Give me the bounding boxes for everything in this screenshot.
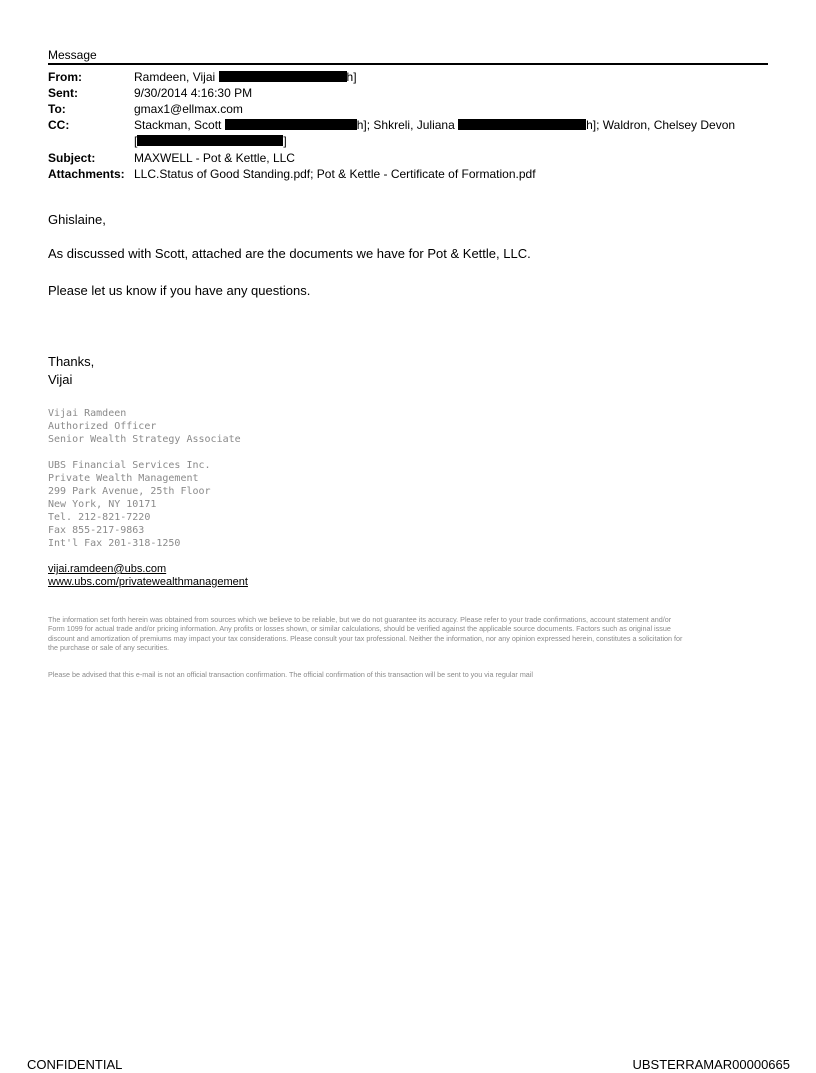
cc-second: h]; Shkreli, Juliana [356,118,455,132]
redaction-box [458,119,586,130]
from-label: From: [48,70,82,84]
attachments-label: Attachments: [48,167,125,181]
sent-label: Sent: [48,86,78,100]
cc-first: Stackman, Scott [134,118,222,132]
signature-line: Fax 855-217-9863 [48,525,145,536]
subject-label: Subject: [48,151,96,165]
cc-label: CC: [48,118,70,132]
cc-open-bracket: [ [134,134,138,148]
signature-line: Senior Wealth Strategy Associate [48,434,241,445]
from-name: Ramdeen, Vijai [134,70,216,84]
sender-name: Vijai [48,372,73,387]
sent-value: 9/30/2014 4:16:30 PM [134,86,253,100]
email-link[interactable]: vijai.ramdeen@ubs.com [48,563,167,575]
to-value: gmax1@ellmax.com [134,102,243,116]
from-email-end: h] [346,70,357,84]
confidential-label: CONFIDENTIAL [27,1057,123,1072]
signature-block-1 [48,407,241,446]
signature-line: Vijai Ramdeen [48,408,127,419]
signature-line: Tel. 212-821-7220 [48,512,151,523]
cc-close-bracket: ] [283,134,287,148]
greeting: Ghislaine, [48,212,106,227]
body-paragraph-1: As discussed with Scott, attached are the documents we have for Pot & Kettle, LLC. [48,246,531,261]
redaction-box [137,135,283,146]
website-link[interactable]: www.ubs.com/privatewealthmanagement [48,576,248,588]
signature-line: Authorized Officer [48,421,157,432]
attachments-value: LLC.Status of Good Standing.pdf; Pot & Kettle - Certificate of Formation.pdf [134,167,536,181]
signature-block-2 [48,459,211,550]
disclaimer-paragraph-2: Please be advised that this e-mail is not an official transaction confirmation. The official confirmation of this transaction will be sent to you via regular mail [48,670,534,679]
cc-third: h]; Waldron, Chelsey Devon [586,118,736,132]
signature-line: UBS Financial Services Inc. [48,460,211,471]
bates-number: UBSTERRAMAR00000665 [632,1057,790,1072]
signature-line: Int'l Fax 201-318-1250 [48,538,181,549]
closing: Thanks, [48,354,95,369]
signature-line: Private Wealth Management [48,473,199,484]
signature-line: New York, NY 10171 [48,499,157,510]
disclaimer-paragraph-1: The information set forth herein was obtained from sources which we believe to be reliable, but we do not guarantee its accuracy. Please refer to your trade confirmations, account statement and/or Form 1099 for actual trade and/or pricing information. Any profits or losses shown, or similar calculations, should be verified against the applicable source documents. Factors such as original issue discount and amortization of premiums may impact your tax considerations. Please consult your tax professional. Neither the information, nor any opinion expressed herein, constitutes a solicitation for the purchase or sale of any securities. [48,615,683,653]
to-label: To: [48,102,66,116]
header-divider [48,63,768,65]
redaction-box [225,119,357,130]
body-paragraph-2: Please let us know if you have any questions. [48,283,311,298]
message-label: Message [48,48,97,62]
signature-line: 299 Park Avenue, 25th Floor [48,486,211,497]
redaction-box [219,71,347,82]
subject-value: MAXWELL - Pot & Kettle, LLC [134,151,295,165]
